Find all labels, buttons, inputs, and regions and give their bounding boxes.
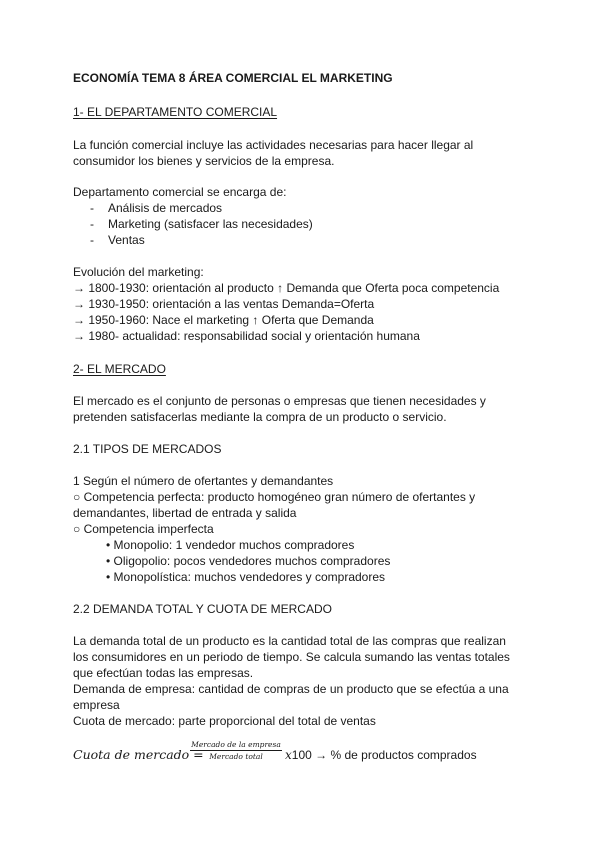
section-1-paragraph-line-2: consumidor los bienes y servicios de la empresa. [73,154,335,168]
market-type-item: • Monopolio: 1 vendedor muchos compradores [106,538,355,552]
imperfect-competition: ○ Competencia imperfecta [73,522,214,536]
formula-rhs: x100 → % de productos comprados [285,748,477,762]
evolution-item: → 1980- actualidad: responsabilidad social y orientación humana [73,329,420,343]
evolution-item: → 1930-1950: orientación a las ventas Demanda=Oferta [73,297,375,311]
market-share-formula [73,740,533,770]
market-criterion: 1 Según el número de ofertantes y demandantes [73,474,334,488]
total-demand-line-2: los consumidores en un periodo de tiempo. Se calcula sumando las ventas totales [73,650,510,664]
formula-lhs: Cuota de mercado = [73,747,204,762]
list-item: - Marketing (satisfacer las necesidades) [90,217,313,231]
section-2-paragraph-line-1: El mercado es el conjunto de personas o empresas que tienen necesidades y [73,394,486,408]
company-demand-line-2: empresa [73,698,120,712]
fraction-bar [190,750,282,751]
subsection-2-1-heading: 2.1 TIPOS DE MERCADOS [73,442,222,456]
document-title: ECONOMÍA TEMA 8 ÁREA COMERCIAL EL MARKETING [73,71,393,85]
section-2-heading: 2- EL MERCADO [73,362,166,376]
section-1-paragraph-line-1: La función comercial incluye las actividades necesarias para hacer llegar al [73,138,474,152]
market-type-item: • Oligopolio: pocos vendedores muchos compradores [106,554,391,568]
evolution-item: → 1800-1930: orientación al producto ↑ Demanda que Oferta poca competencia [73,281,500,295]
perfect-competition-line-2: demandantes, libertad de entrada y salida [73,506,297,520]
perfect-competition-line-1: ○ Competencia perfecta: producto homogéneo gran número de ofertantes y [73,490,476,504]
formula-fraction [190,740,282,761]
total-demand-line-3: que efectúan todas las empresas. [73,666,254,680]
formula-denominator: Mercado total [209,752,263,761]
market-share-definition: Cuota de mercado: parte proporcional del total de ventas [73,714,376,728]
section-1-heading: 1- EL DEPARTAMENTO COMERCIAL [73,105,278,119]
total-demand-line-1: La demanda total de un producto es la cantidad total de las compras que realizan [73,634,506,648]
section-2-paragraph-line-2: pretenden satisfacerlas mediante la compra de un producto o servicio. [73,410,447,424]
formula-numerator: Mercado de la empresa [191,740,281,749]
list-item: - Análisis de mercados [90,201,223,215]
subsection-2-2-heading: 2.2 DEMANDA TOTAL Y CUOTA DE MERCADO [73,602,332,616]
list-item: - Ventas [90,233,145,247]
company-demand-line-1: Demanda de empresa: cantidad de compras de un producto que se efectúa a una [73,682,509,696]
evolution-item: → 1950-1960: Nace el marketing ↑ Oferta que Demanda [73,313,374,327]
market-type-item: • Monopolística: muchos vendedores y compradores [106,570,386,584]
department-list-intro: Departamento comercial se encarga de: [73,185,287,199]
evolution-intro: Evolución del marketing: [73,265,204,279]
